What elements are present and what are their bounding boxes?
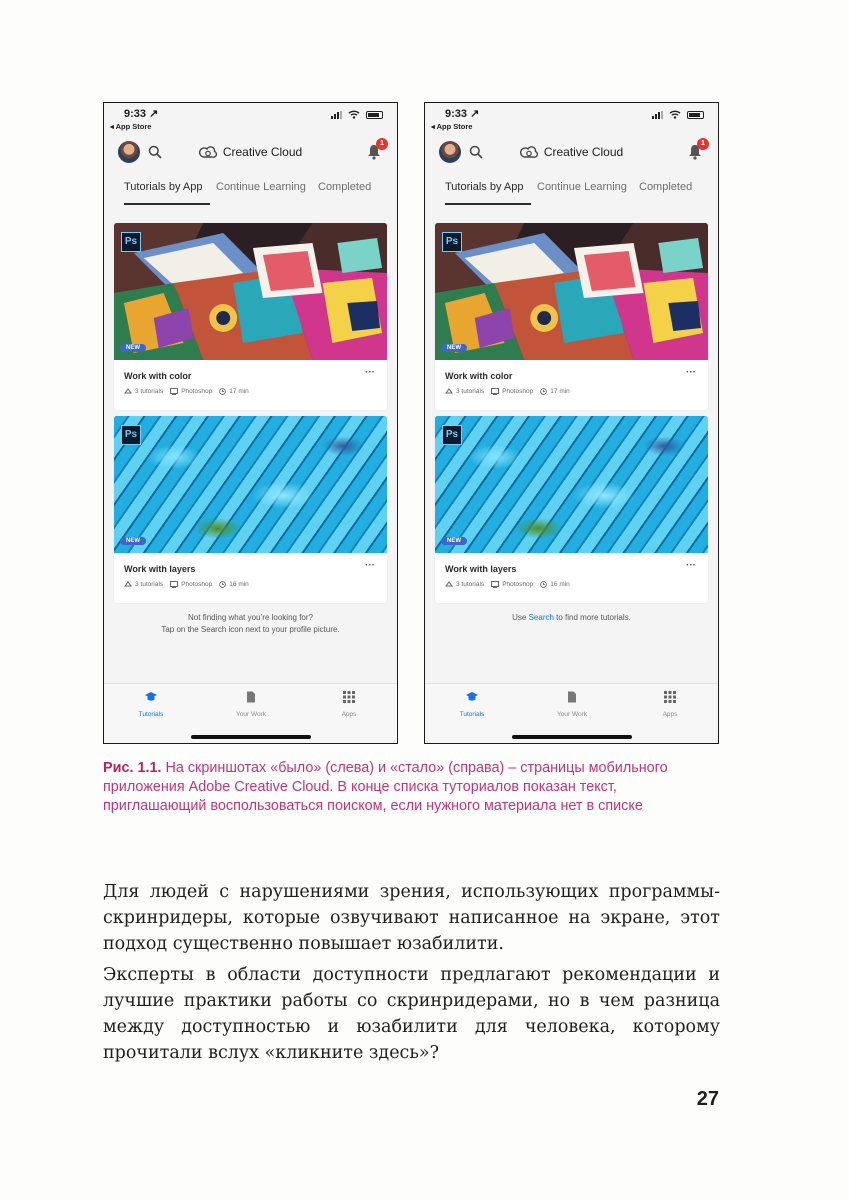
tutorial-count: 3 tutorials	[456, 388, 485, 395]
device-app-icon	[170, 388, 178, 395]
tutorial-card[interactable]	[114, 416, 387, 603]
creative-cloud-icon	[520, 146, 538, 158]
app-title-text: Creative Cloud	[222, 145, 303, 159]
tutorial-duration: 17 min	[229, 388, 249, 395]
app-header	[425, 135, 718, 169]
device-app-icon	[491, 388, 499, 395]
body-paragraph: Эксперты в области доступности предлагают рекомендации и лучшие практики работы со скринридерами, но в чем разница между доступностью и юзабилити для человека, которому прочитали вслух «кликните здесь»?	[103, 965, 720, 1063]
tutorial-title: Work with layers	[124, 564, 196, 574]
empty-state-prefix: Use	[512, 613, 529, 622]
notification-count-badge: 1	[376, 138, 388, 150]
home-indicator	[512, 735, 632, 739]
app-header	[104, 135, 397, 169]
empty-state-line2: Tap on the Search icon next to your profile picture.	[161, 625, 340, 634]
figure-caption-text: На скриншотах «было» (слева) и «стало» (справа) – страницы мобильного приложения Adobe Creative Cloud. В конце списка туториалов показан текст, приглашающий воспользоваться поиском, если нужного материала нет в списке	[103, 760, 668, 814]
empty-state-note	[425, 612, 718, 624]
figure-caption	[103, 759, 723, 816]
body-paragraph: Для людей с нарушениями зрения, использующих программы-скринридеры, которые озвучивают написанное на экране, этот подход существенно повышает юзабилити.	[103, 882, 720, 954]
clock-icon	[540, 388, 547, 395]
notification-count-badge: 1	[697, 138, 709, 150]
app-title-text: Creative Cloud	[543, 145, 624, 159]
status-time: 9:33 ↗	[124, 108, 159, 120]
active-tab-indicator	[124, 203, 210, 205]
tab-tutorials-by-app[interactable]: Tutorials by App	[445, 181, 524, 193]
bottom-navigation	[425, 683, 718, 744]
tutorials-stack-icon	[445, 388, 453, 395]
tutorial-title: Work with layers	[445, 564, 517, 574]
battery-icon	[366, 111, 383, 119]
back-to-app-store[interactable]: ◂ App Store	[431, 122, 473, 131]
status-bar	[104, 103, 397, 135]
new-badge: NEW	[441, 344, 467, 352]
tutorial-thumbnail	[435, 416, 708, 553]
apps-grid-icon	[664, 691, 676, 703]
signal-icon	[652, 111, 663, 119]
signal-icon	[331, 111, 342, 119]
new-badge: NEW	[120, 537, 146, 545]
tutorial-duration: 16 min	[550, 581, 570, 588]
tab-continue-learning[interactable]: Continue Learning	[216, 181, 306, 193]
tutorial-meta	[124, 581, 249, 588]
photoshop-app-icon: Ps	[121, 232, 141, 252]
tutorial-meta	[445, 388, 570, 395]
tutorial-thumbnail	[114, 223, 387, 360]
bottom-navigation	[104, 683, 397, 744]
nav-apps-label: Apps	[341, 711, 357, 718]
search-link[interactable]: Search	[528, 613, 554, 622]
nav-your-work-label: Your Work	[236, 711, 266, 718]
tutorial-meta	[445, 581, 570, 588]
document-icon	[246, 691, 256, 703]
creative-cloud-icon	[199, 146, 217, 158]
nav-your-work[interactable]	[542, 690, 602, 718]
empty-state-note	[104, 612, 397, 636]
tutorial-duration: 17 min	[550, 388, 570, 395]
phone-screenshot-before	[103, 102, 398, 744]
active-tab-indicator	[445, 203, 531, 205]
nav-tutorials-label: Tutorials	[138, 711, 164, 718]
graduation-cap-icon	[465, 691, 479, 703]
nav-tutorials-label: Tutorials	[459, 711, 485, 718]
tutorials-stack-icon	[124, 581, 132, 588]
empty-state-line1: Not finding what you’re looking for?	[188, 613, 313, 622]
nav-apps-label: Apps	[662, 711, 678, 718]
back-to-app-store[interactable]: ◂ App Store	[110, 122, 152, 131]
tutorial-card[interactable]	[435, 416, 708, 603]
clock-icon	[219, 388, 226, 395]
tab-completed[interactable]: Completed	[318, 181, 372, 193]
photoshop-app-icon: Ps	[121, 425, 141, 445]
nav-tutorials[interactable]	[121, 690, 181, 718]
tutorial-meta	[124, 388, 249, 395]
status-icons	[652, 110, 704, 119]
clock-icon	[540, 581, 547, 588]
graduation-cap-icon	[144, 691, 158, 703]
phone-screenshot-after	[424, 102, 719, 744]
tutorials-stack-icon	[445, 581, 453, 588]
tutorial-count: 3 tutorials	[135, 581, 164, 588]
tutorial-thumbnail	[114, 416, 387, 553]
photoshop-app-icon: Ps	[442, 232, 462, 252]
new-badge: NEW	[441, 537, 467, 545]
document-icon	[567, 691, 577, 703]
tutorial-title: Work with color	[445, 371, 513, 381]
status-bar	[425, 103, 718, 135]
photoshop-app-icon: Ps	[442, 425, 462, 445]
empty-state-suffix: to find more tutorials.	[553, 613, 631, 622]
status-time: 9:33 ↗	[445, 108, 480, 120]
more-options-icon[interactable]: ···	[365, 560, 375, 571]
tab-continue-learning[interactable]: Continue Learning	[537, 181, 627, 193]
tutorial-title: Work with color	[124, 371, 192, 381]
app-title	[425, 145, 718, 159]
tab-tutorials-by-app[interactable]: Tutorials by App	[124, 181, 203, 193]
tutorial-card[interactable]	[114, 223, 387, 410]
nav-apps[interactable]	[319, 690, 379, 718]
tutorial-app-name: Photoshop	[502, 388, 534, 395]
more-options-icon[interactable]: ···	[686, 367, 696, 378]
new-badge: NEW	[120, 344, 146, 352]
nav-apps[interactable]	[640, 690, 700, 718]
tutorial-app-name: Photoshop	[181, 388, 213, 395]
tutorial-thumbnail	[435, 223, 708, 360]
nav-tutorials[interactable]	[442, 690, 502, 718]
tutorial-card[interactable]	[435, 223, 708, 410]
tutorial-illustration	[435, 223, 708, 360]
device-app-icon	[170, 581, 178, 588]
more-options-icon[interactable]: ···	[686, 560, 696, 571]
clock-icon	[219, 581, 226, 588]
tutorials-stack-icon	[124, 388, 132, 395]
tutorial-count: 3 tutorials	[456, 581, 485, 588]
wifi-icon	[348, 110, 360, 119]
tab-completed[interactable]: Completed	[639, 181, 693, 193]
status-icons	[331, 110, 383, 119]
page-number: 27	[696, 1088, 719, 1110]
tutorial-app-name: Photoshop	[502, 581, 534, 588]
app-title	[104, 145, 397, 159]
tutorial-count: 3 tutorials	[135, 388, 164, 395]
tutorial-app-name: Photoshop	[181, 581, 213, 588]
wifi-icon	[669, 110, 681, 119]
tutorial-illustration	[114, 223, 387, 360]
more-options-icon[interactable]: ···	[365, 367, 375, 378]
nav-your-work[interactable]	[221, 690, 281, 718]
nav-your-work-label: Your Work	[557, 711, 587, 718]
home-indicator	[191, 735, 311, 739]
tab-bar	[425, 177, 718, 207]
tab-bar	[104, 177, 397, 207]
apps-grid-icon	[343, 691, 355, 703]
figure-label: Рис. 1.1.	[103, 760, 162, 776]
tutorial-duration: 16 min	[229, 581, 249, 588]
battery-icon	[687, 111, 704, 119]
device-app-icon	[491, 581, 499, 588]
